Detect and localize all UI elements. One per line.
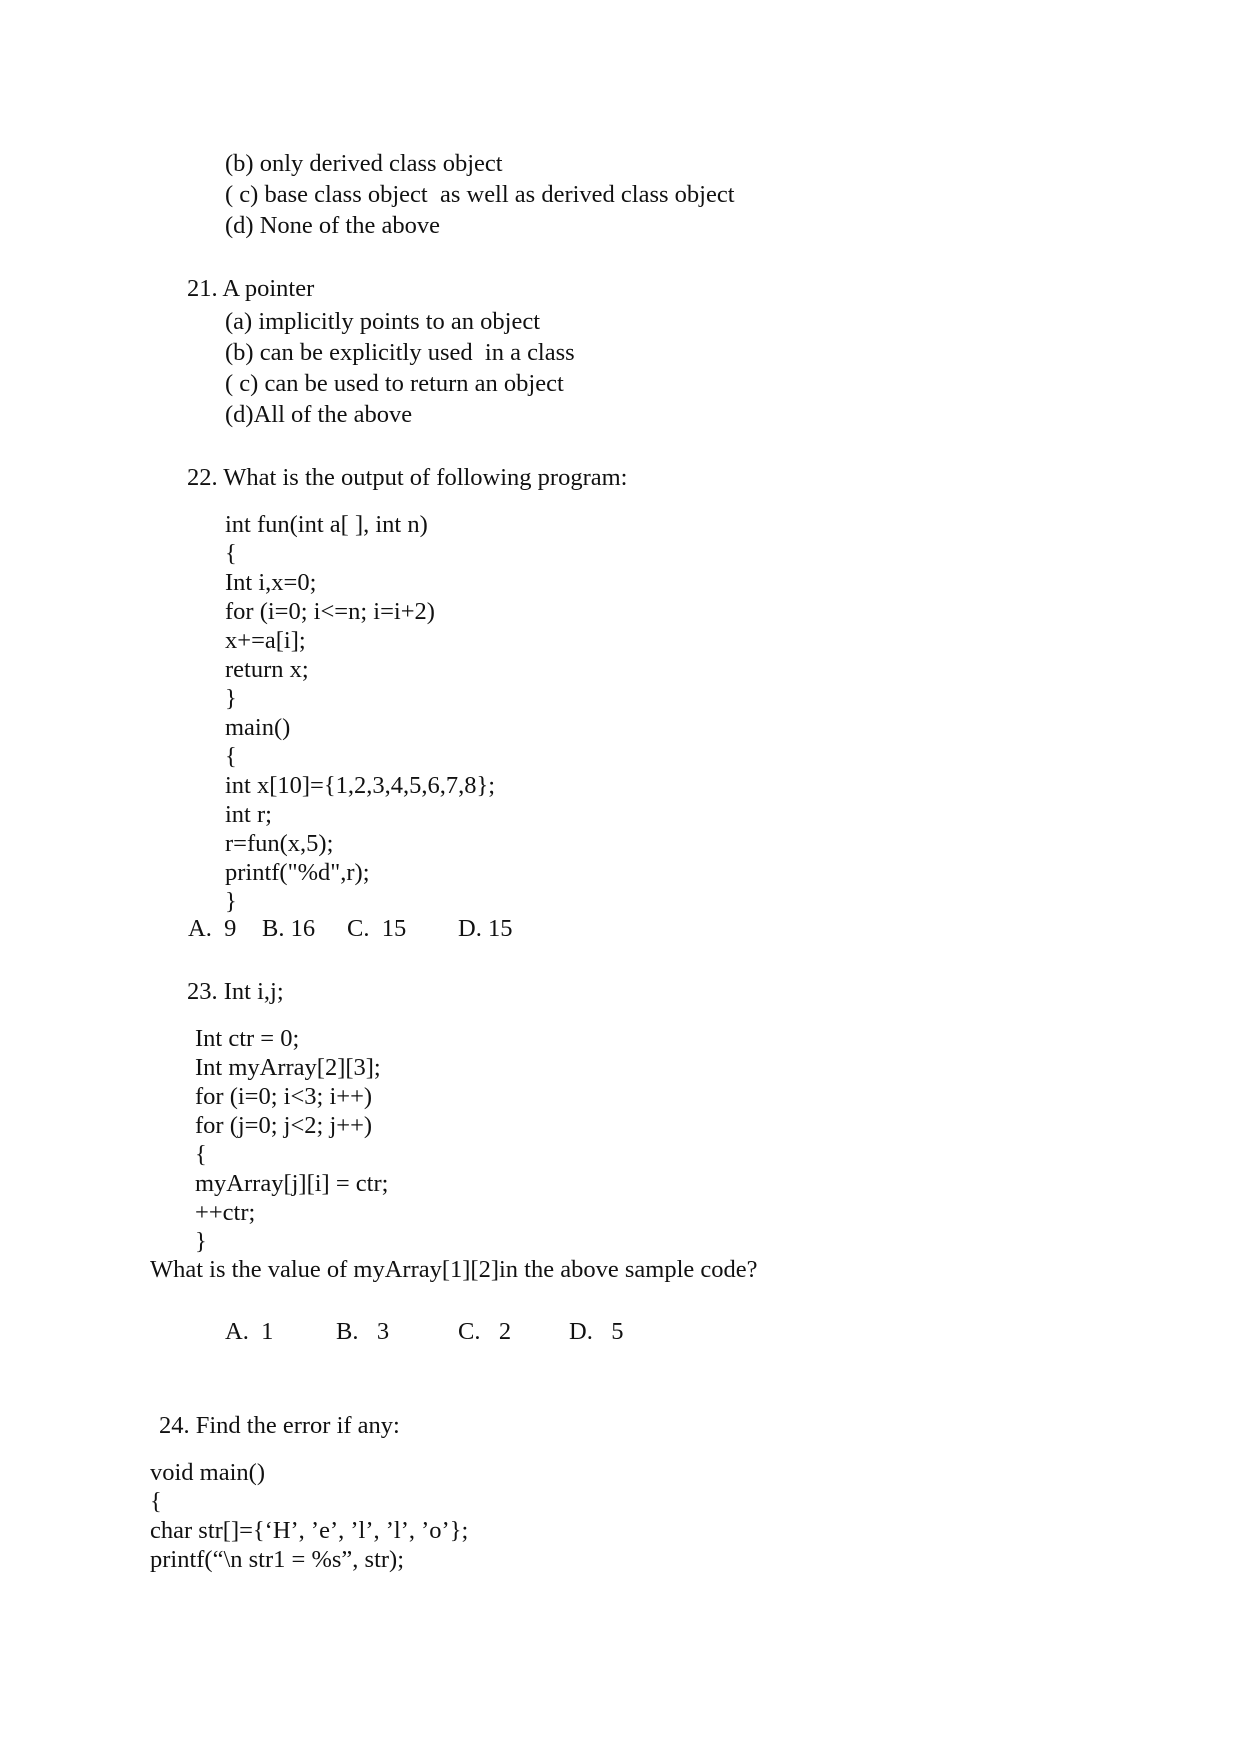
code-line: myArray[j][i] = ctr; <box>195 1170 389 1197</box>
q23-prompt: What is the value of myArray[1][2]in the above sample code? <box>150 1256 758 1283</box>
code-line: char str[]={‘H’, ’e’, ’l’, ’l’, ’o’}; <box>150 1517 469 1544</box>
q20-option-b: (b) only derived class object <box>225 150 503 177</box>
code-line: { <box>195 1141 207 1168</box>
q22-answer-b: B. 16 <box>262 915 316 942</box>
code-line: int r; <box>225 801 272 828</box>
code-line: x+=a[i]; <box>225 627 306 654</box>
code-line: Int i,x=0; <box>225 569 317 596</box>
q24-text: 24. Find the error if any: <box>159 1412 400 1439</box>
q22-answer-d: D. 15 <box>458 915 513 942</box>
code-line: r=fun(x,5); <box>225 830 334 857</box>
q21-option-b: (b) can be explicitly used in a class <box>225 339 575 366</box>
code-line: { <box>225 743 237 770</box>
q23-answer-a: A. 1 <box>225 1318 274 1345</box>
code-line: Int ctr = 0; <box>195 1025 300 1052</box>
code-line: for (i=0; i<3; i++) <box>195 1083 373 1110</box>
code-line: Int myArray[2][3]; <box>195 1054 381 1081</box>
code-line: { <box>225 540 237 567</box>
q21-option-d: (d)All of the above <box>225 401 413 428</box>
q23-text: 23. Int i,j; <box>187 978 284 1005</box>
q23-answer-d: D. 5 <box>569 1318 624 1345</box>
q23-answer-b: B. 3 <box>336 1318 390 1345</box>
q23-answer-c: C. 2 <box>458 1318 512 1345</box>
code-line: return x; <box>225 656 309 683</box>
q21-option-c: ( c) can be used to return an object <box>225 370 564 397</box>
code-line: int fun(int a[ ], int n) <box>225 511 428 538</box>
q21-option-a: (a) implicitly points to an object <box>225 308 541 335</box>
code-line: for (i=0; i<=n; i=i+2) <box>225 598 435 625</box>
q22-text: 22. What is the output of following program: <box>187 464 628 491</box>
q20-option-d: (d) None of the above <box>225 212 440 239</box>
code-line: printf("%d",r); <box>225 859 370 886</box>
code-line: } <box>195 1228 207 1255</box>
q21-text: 21. A pointer <box>187 275 315 302</box>
code-line: ++ctr; <box>195 1199 256 1226</box>
code-line: for (j=0; j<2; j++) <box>195 1112 373 1139</box>
code-line: { <box>150 1488 162 1515</box>
q22-answer-a: A. 9 <box>188 915 237 942</box>
code-line: main() <box>225 714 291 741</box>
code-line: } <box>225 888 237 915</box>
code-line: int x[10]={1,2,3,4,5,6,7,8}; <box>225 772 496 799</box>
q20-option-c: ( c) base class object as well as derived class object <box>225 181 735 208</box>
code-line: } <box>225 685 237 712</box>
q22-answer-c: C. 15 <box>347 915 407 942</box>
code-line: void main() <box>150 1459 265 1486</box>
code-line: printf(“\n str1 = %s”, str); <box>150 1546 404 1573</box>
